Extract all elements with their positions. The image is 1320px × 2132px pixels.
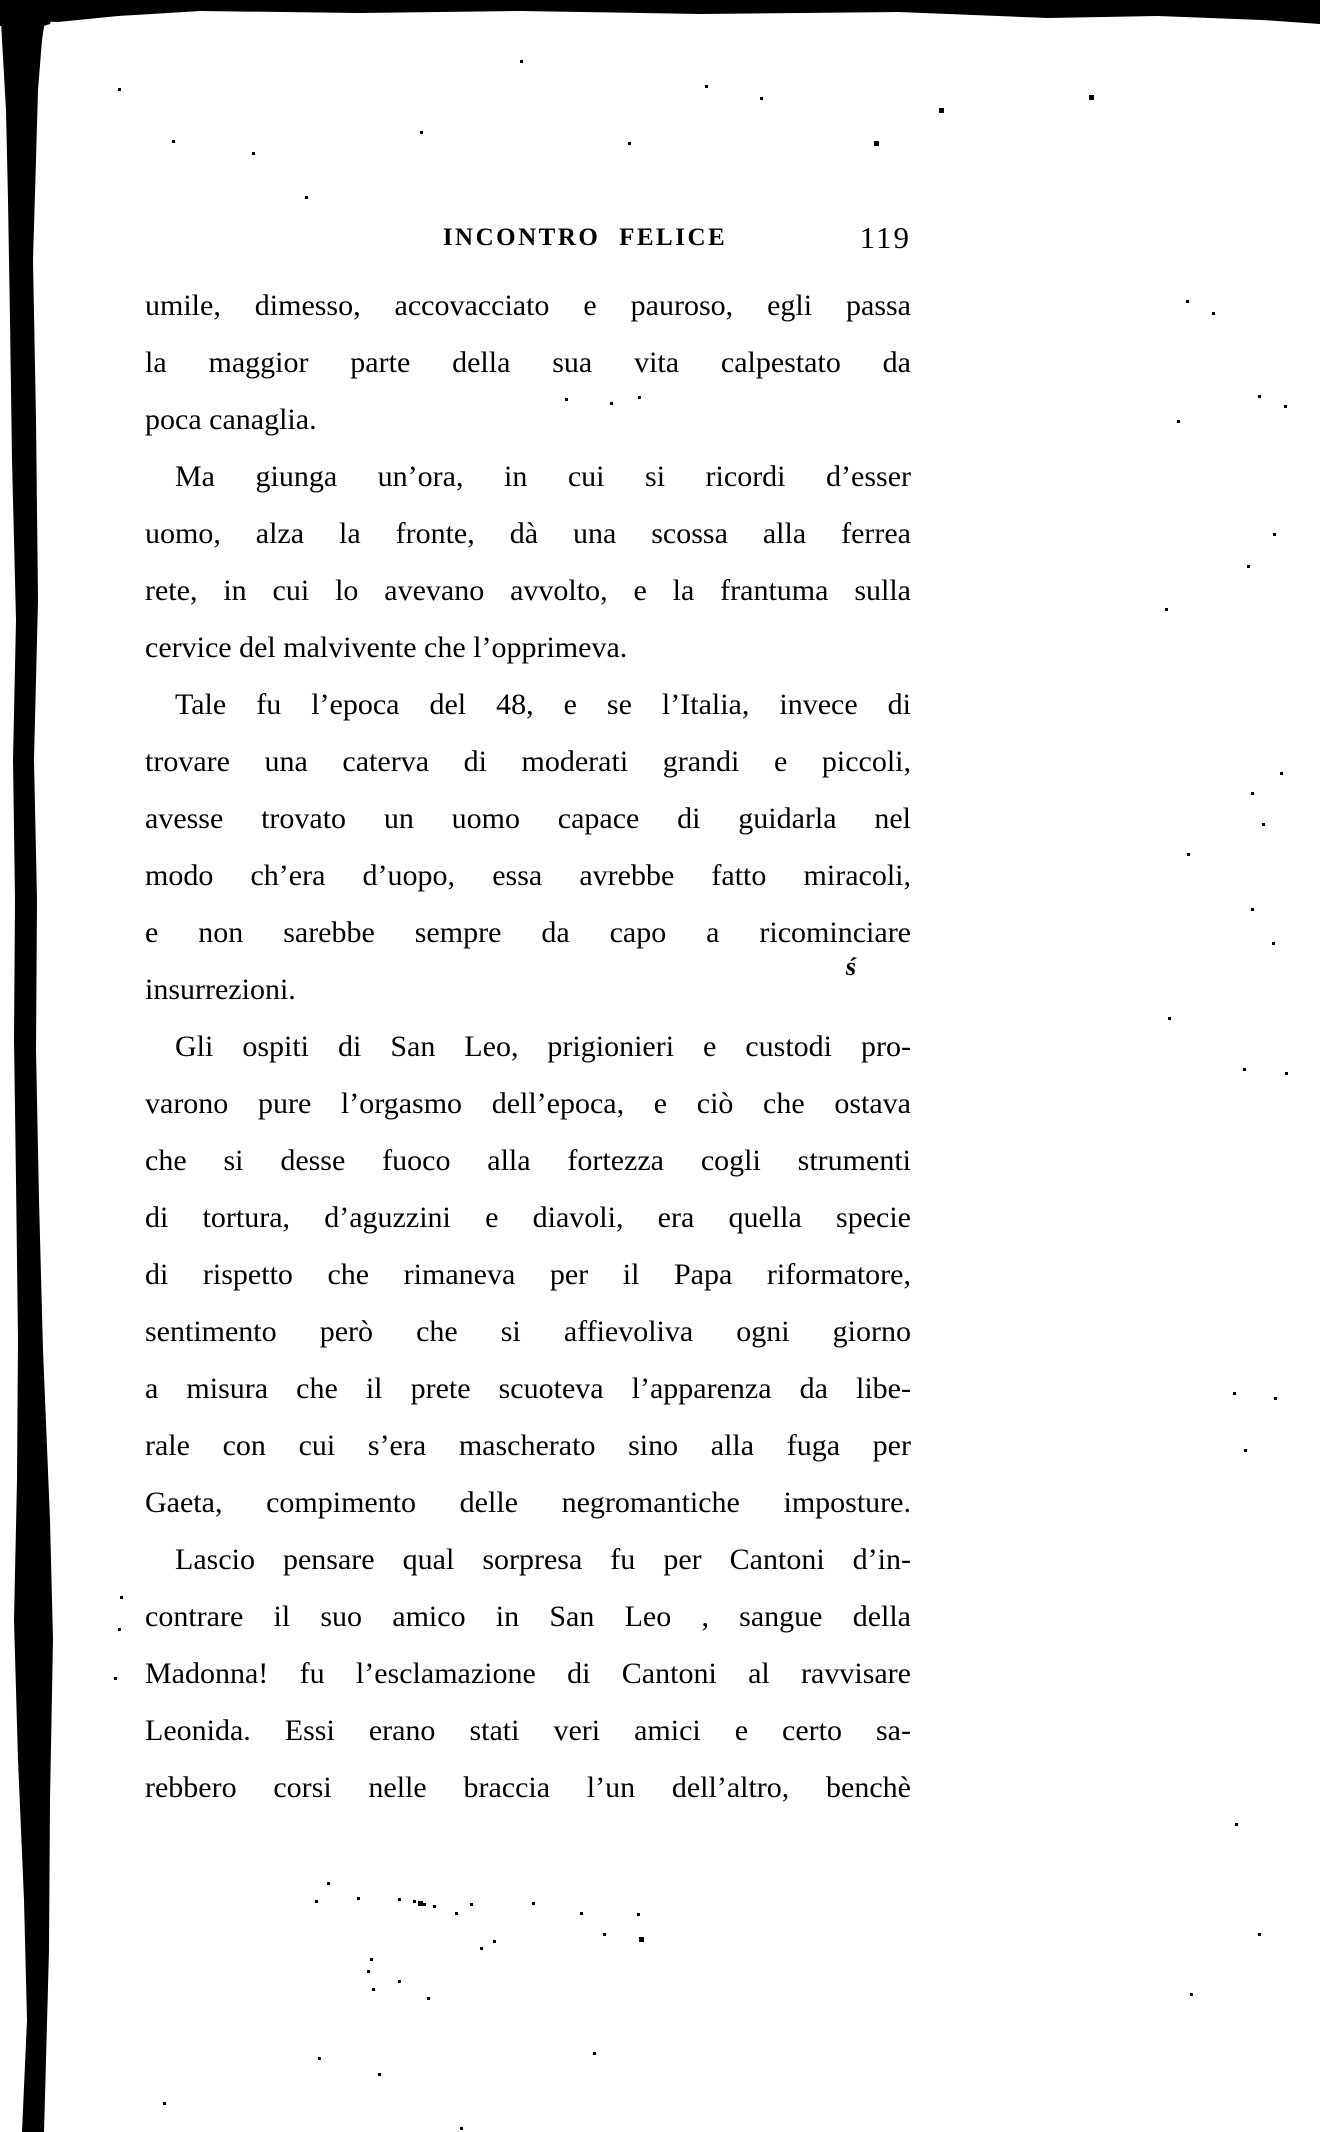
text-line: poca canaglia.: [145, 403, 317, 436]
text-line: la maggior parte della sua vita calpestato da: [145, 346, 911, 379]
text-line: Madonna! fu l’esclamazione di Cantoni al ravvisare: [145, 1657, 911, 1690]
text-line: rebbero corsi nelle braccia l’un dell’altro, benchè: [145, 1771, 911, 1804]
paragraph: [145, 448, 911, 676]
paragraph: [145, 1018, 911, 1531]
text-line: Ma giunga un’ora, in cui si ricordi d’esser: [175, 460, 911, 493]
text-line: uomo, alza la fronte, dà una scossa alla ferrea: [145, 517, 911, 550]
text-line: Gaeta, compimento delle negromantiche imposture.: [145, 1486, 911, 1519]
text-line: contrare il suo amico in San Leo , sangue della: [145, 1600, 911, 1633]
paragraph: [145, 1531, 911, 1816]
scan-specks-large: [0, 0, 5, 5]
text-line: rale con cui s’era mascherato sino alla fuga per: [145, 1429, 911, 1462]
running-header: [145, 220, 911, 262]
text-line: umile, dimesso, accovacciato e pauroso, egli passa: [145, 289, 911, 322]
text-line: Leonida. Essi erano stati veri amici e certo sa-: [145, 1714, 911, 1747]
text-line: di rispetto che rimaneva per il Papa riformatore,: [145, 1258, 911, 1291]
text-line: che si desse fuoco alla fortezza cogli strumenti: [145, 1144, 911, 1177]
page-number: 119: [859, 220, 911, 255]
binding-shadow: [0, 0, 70, 2132]
text-line: rete, in cui lo avevano avvolto, e la frantuma sulla: [145, 574, 911, 607]
running-header-title: INCONTRO FELICE: [442, 224, 728, 251]
text-line: Tale fu l’epoca del 48, e se l’Italia, invece di: [175, 688, 911, 721]
text-line: varono pure l’orgasmo dell’epoca, e ciò che ostava: [145, 1087, 911, 1120]
text-line: a misura che il prete scuoteva l’apparenza da libe-: [145, 1372, 911, 1405]
text-line: cervice del malvivente che l’opprimeva.: [145, 631, 628, 664]
text-line: Gli ospiti di San Leo, prigionieri e custodi pro-: [175, 1030, 911, 1063]
paragraph: [145, 277, 911, 448]
top-edge-scan-band: [0, 0, 1320, 26]
text-line: sentimento però che si affievoliva ogni giorno: [145, 1315, 911, 1348]
text-line: di tortura, d’aguzzini e diavoli, era quella specie: [145, 1201, 911, 1234]
text-line: Lascio pensare qual sorpresa fu per Cantoni d’in-: [175, 1543, 911, 1576]
text-line: modo ch’era d’uopo, essa avrebbe fatto miracoli,: [145, 859, 911, 892]
ink-smudge: ś: [844, 951, 859, 982]
text-line: e non sarebbe sempre da capo a ricominciare: [145, 916, 911, 949]
text-line: trovare una caterva di moderati grandi e piccoli,: [145, 745, 911, 778]
text-line: insurrezioni.: [145, 973, 296, 1006]
page-text: [145, 277, 911, 1816]
paragraph: [145, 676, 911, 1018]
scan-specks: [0, 0, 3, 3]
text-line: avesse trovato un uomo capace di guidarla nel: [145, 802, 911, 835]
